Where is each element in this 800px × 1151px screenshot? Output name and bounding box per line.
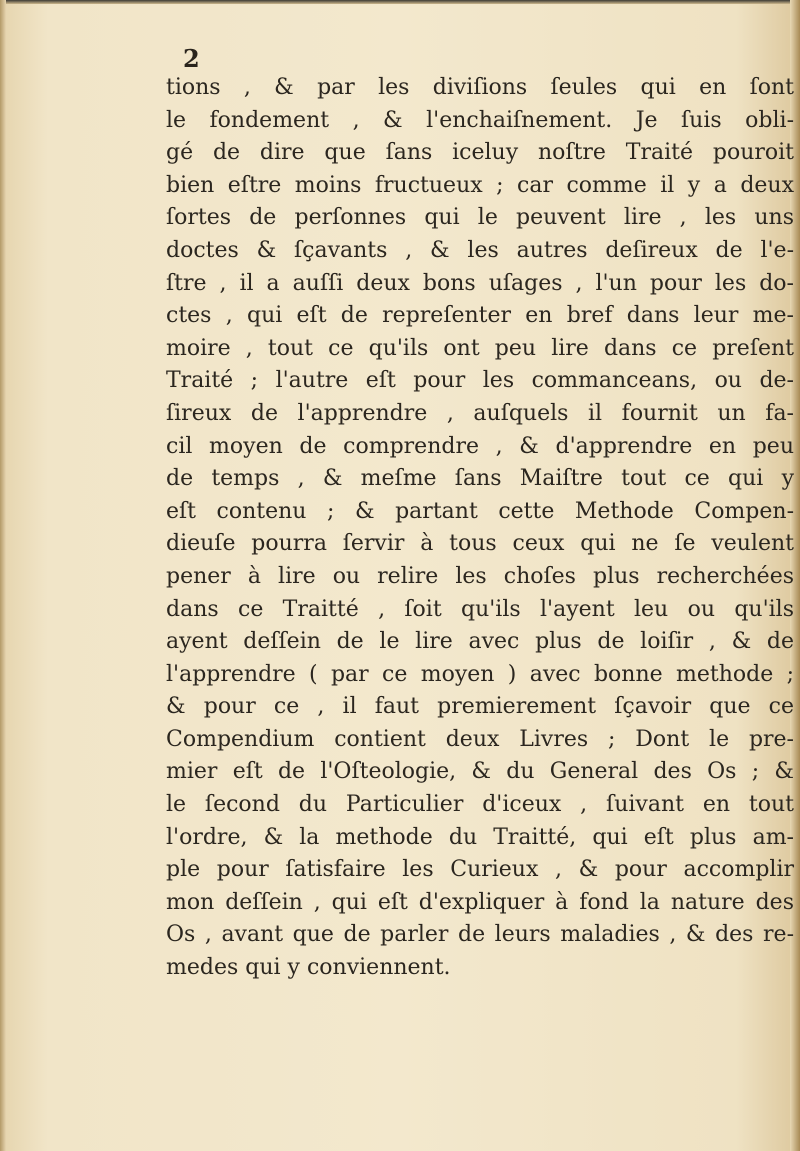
text-line: ſtre , il a auſſi deux bons uſages , l'un pour les do- <box>166 270 794 296</box>
text-line: medes qui y conviennent. <box>166 955 451 981</box>
text-line: l'apprendre ( par ce moyen ) avec bonne methode ; <box>166 661 794 687</box>
text-line: ctes , qui eſt de repreſenter en bref dans leur me- <box>166 303 794 329</box>
text-line: tions , & par les diviſions ſeules qui en ſont <box>166 75 794 100</box>
text-line: gé de dire que ſans iceluy noſtre Traité pouroit <box>166 140 794 166</box>
text-line: ſortes de perſonnes qui le peuvent lire , les uns <box>166 205 794 231</box>
text-line: Traité ; l'autre eſt pour les commanceans, ou de- <box>166 368 794 394</box>
text-line: eſt contenu ; & partant cette Methode Compen- <box>166 498 794 524</box>
text-line: le fondement , & l'enchaiſnement. Je ſuis obli- <box>166 107 794 133</box>
text-line: ple pour ſatisfaire les Curieux , & pour accomplir <box>166 857 794 883</box>
text-line: Compendium contient deux Livres ; Dont le pre- <box>166 726 794 752</box>
text-line: dans ce Traitté , ſoit qu'ils l'ayent leu ou qu'ils <box>166 596 794 622</box>
text-line: le ſecond du Particulier d'iceux , ſuivant en tout <box>166 792 794 818</box>
text-line: doctes & ſçavants , & les autres deſireux de l'e- <box>166 237 794 263</box>
text-line: bien eſtre moins fructueux ; car comme il y a deux <box>166 172 794 198</box>
text-line: dieuſe pourra ſervir à tous ceux qui ne ſe veulent <box>166 531 794 557</box>
text-line: cil moyen de comprendre , & d'apprendre en peu <box>166 433 794 459</box>
page-left-edge <box>0 0 6 1151</box>
page-top-edge <box>0 0 800 4</box>
text-line: pener à lire ou relire les choſes plus recherchées <box>166 563 794 589</box>
text-line: & pour ce , il faut premierement ſçavoir que ce <box>166 694 794 720</box>
text-line: moire , tout ce qu'ils ont peu lire dans ce preſent <box>166 335 794 361</box>
text-line: ſireux de l'apprendre , auſquels il fournit un fa- <box>166 400 794 426</box>
text-line: Os , avant que de parler de leurs maladies , & des re- <box>166 922 794 948</box>
body-text <box>166 72 794 985</box>
text-line: ayent deſſein de le lire avec plus de loiſir , & de <box>166 629 794 655</box>
page-number: 2 <box>183 44 200 73</box>
text-line: mon deſſein , qui eſt d'expliquer à fond la nature des <box>166 889 794 915</box>
text-line: l'ordre, & la methode du Traitté, qui eſt plus am- <box>166 824 794 850</box>
text-line: mier eſt de l'Oſteologie, & du General des Os ; & <box>166 759 794 785</box>
text-line: de temps , & meſme ſans Maiſtre tout ce qui y <box>166 466 794 492</box>
